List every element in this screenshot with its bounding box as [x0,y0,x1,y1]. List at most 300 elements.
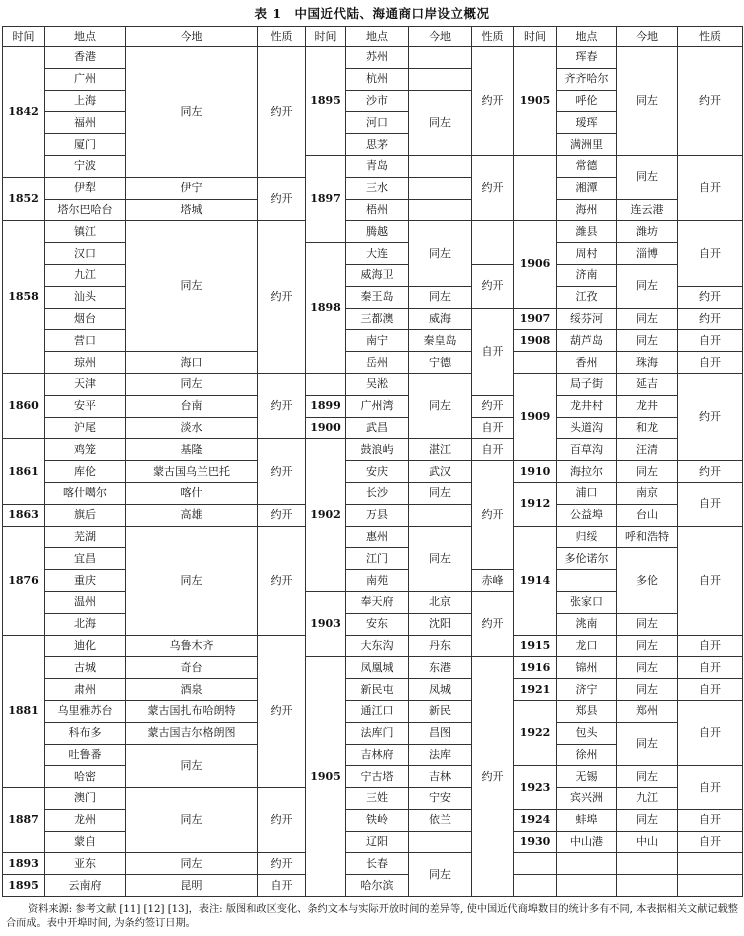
table-cell: 蒙自 [45,831,126,853]
table-cell: 江门 [346,548,409,570]
table-cell: 法库门 [346,722,409,744]
header-cell: 时间 [306,27,346,47]
table-cell: 同左 [617,308,678,330]
table-cell [306,373,346,395]
year-cell: 1899 [306,395,346,417]
table-cell: 三姓 [346,788,409,810]
table-cell: 沪尾 [45,417,126,439]
table-cell: 郑县 [557,700,617,722]
table-cell: 同左 [617,47,678,156]
table-cell: 珠海 [617,352,678,374]
year-cell: 1895 [306,47,346,156]
year-cell: 1909 [514,373,557,460]
table-cell: 南宁 [346,330,409,352]
table-cell: 库伦 [45,461,126,483]
table-cell: 约开 [258,504,306,526]
table-row [3,352,743,374]
table-cell: 武汉 [409,461,472,483]
table-cell: 同左 [617,264,678,308]
table-cell: 丹东 [409,635,472,657]
table-cell: 自开 [678,352,743,374]
table-cell [472,221,514,265]
table-cell: 铁岭 [346,809,409,831]
table-cell [409,155,472,177]
table-cell: 九江 [617,788,678,810]
table-cell: 奇台 [126,657,258,679]
table-cell: 宁波 [45,155,126,177]
year-cell: 1914 [514,526,557,635]
year-cell: 1881 [3,635,45,788]
table-cell: 约开 [258,788,306,853]
table-cell: 哈密 [45,766,126,788]
table-cell: 同左 [617,722,678,766]
table-cell: 潍坊 [617,221,678,243]
table-cell: 伊宁 [126,177,258,199]
table-cell: 包头 [557,722,617,744]
table-cell: 宜昌 [45,548,126,570]
table-cell: 古城 [45,657,126,679]
table-cell: 同左 [409,90,472,155]
table-cell: 上海 [45,90,126,112]
table-cell: 科布多 [45,722,126,744]
table-cell: 同左 [409,286,472,308]
table-cell: 苏州 [346,47,409,69]
table-cell: 万县 [346,504,409,526]
table-footnote: 资料来源: 参考文献 [11] [12] [13]，表注: 版图和政区变化、条约文本与实际开放时间的差异等, 使中国近代商埠数目的统计多有不同, 本表据相关文献记载整合而成。表中开埠时间, 为条约签订日期。 [6,904,738,929]
table-cell: 自开 [678,330,743,352]
table-cell: 龙井村 [557,395,617,417]
table-cell [409,504,472,526]
table-cell: 珲春 [557,47,617,69]
table-row [3,831,743,853]
header-cell: 地点 [557,27,617,47]
table-cell: 汉口 [45,243,126,265]
table-cell: 自开 [678,482,743,526]
table-cell: 徐州 [557,744,617,766]
treaty-ports-table [2,26,743,897]
table-cell [409,177,472,199]
table-cell: 同左 [617,809,678,831]
table-cell: 安庆 [346,461,409,483]
table-cell [409,199,472,221]
table-cell: 沙市 [346,90,409,112]
year-cell: 1842 [3,47,45,178]
table-row [3,243,743,265]
table-cell: 吉林 [409,766,472,788]
table-cell: 依兰 [409,809,472,831]
table-cell: 奉天府 [346,591,409,613]
table-cell: 广州 [45,68,126,90]
year-cell: 1860 [3,373,45,438]
table-cell: 法库 [409,744,472,766]
table-cell: 亚东 [45,853,126,875]
table-cell: 多伦诺尔 [557,548,617,570]
table-cell: 无锡 [557,766,617,788]
table-row [3,679,743,701]
year-cell: 1876 [3,526,45,635]
table-cell: 通江口 [346,700,409,722]
table-row [3,504,743,526]
table-row [3,875,743,897]
table-row [3,657,743,679]
table-cell: 约开 [678,286,743,308]
table-row [3,635,743,657]
table-cell: 济宁 [557,679,617,701]
year-cell: 1898 [306,243,346,374]
table-title: 表 1 中国近代陆、海通商口岸设立概况 [254,6,490,21]
table-cell: 自开 [472,417,514,439]
table-cell: 齐齐哈尔 [557,68,617,90]
table-body [3,47,743,897]
table-cell: 吉林府 [346,744,409,766]
table-cell: 约开 [472,657,514,897]
table-cell: 同左 [617,155,678,199]
table-cell: 秦王岛 [346,286,409,308]
table-cell: 约开 [258,853,306,875]
table-cell: 长春 [346,853,409,875]
table-cell [409,68,472,90]
table-cell: 三都澳 [346,308,409,330]
table-cell: 约开 [472,395,514,417]
table-cell: 约开 [678,373,743,460]
table-cell: 九江 [45,264,126,286]
table-cell: 同左 [409,526,472,591]
table-cell: 鸡笼 [45,439,126,461]
table-cell: 迪化 [45,635,126,657]
table-cell [514,875,557,897]
table-cell: 南京 [617,482,678,504]
table-row [3,809,743,831]
table-cell: 头道沟 [557,417,617,439]
table-cell: 自开 [678,657,743,679]
table-row [3,330,743,352]
table-cell: 蒙古国吉尔格朗图 [126,722,258,744]
table-cell: 龙口 [557,635,617,657]
year-cell: 1910 [514,461,557,483]
table-cell: 吐鲁番 [45,744,126,766]
table-cell: 汪清 [617,439,678,461]
table-cell: 多伦 [617,548,678,613]
table-cell: 福州 [45,112,126,134]
table-cell: 锦州 [557,657,617,679]
table-cell: 岳州 [346,352,409,374]
table-cell: 龙州 [45,809,126,831]
table-cell: 淄博 [617,243,678,265]
table-cell: 同左 [617,766,678,788]
table-cell: 中山港 [557,831,617,853]
table-cell: 杭州 [346,68,409,90]
table-cell [557,875,617,897]
table-cell: 长沙 [346,482,409,504]
table-cell [617,875,678,897]
table-cell: 营口 [45,330,126,352]
table-cell: 自开 [678,155,743,220]
table-cell: 同左 [126,221,258,352]
table-cell: 约开 [258,177,306,221]
table-row [3,482,743,504]
table-cell: 同左 [409,221,472,286]
table-row [3,264,743,286]
table-cell: 梧州 [346,199,409,221]
table-cell: 青岛 [346,155,409,177]
table-cell: 温州 [45,591,126,613]
table-cell: 吴淞 [346,373,409,395]
table-cell: 河口 [346,112,409,134]
year-cell: 1915 [514,635,557,657]
table-cell: 葫芦岛 [557,330,617,352]
table-cell: 公益埠 [557,504,617,526]
table-cell: 自开 [678,679,743,701]
table-cell: 酒泉 [126,679,258,701]
header-cell: 性质 [258,27,306,47]
header-cell: 时间 [3,27,45,47]
table-cell: 沈阳 [409,613,472,635]
table-cell: 旗后 [45,504,126,526]
table-row [3,199,743,221]
table-cell: 宾兴洲 [557,788,617,810]
table-cell: 延吉 [617,373,678,395]
table-cell: 张家口 [557,591,617,613]
table-cell: 同左 [409,853,472,897]
table-cell: 辽阳 [346,831,409,853]
table-cell: 约开 [472,461,514,570]
table-row [3,461,743,483]
table-cell: 昆明 [126,875,258,897]
table-cell: 湘潭 [557,177,617,199]
table-cell: 汕头 [45,286,126,308]
year-cell: 1900 [306,417,346,439]
table-cell: 同左 [617,330,678,352]
table-cell: 同左 [126,744,258,788]
table-cell: 自开 [678,809,743,831]
table-cell: 新民屯 [346,679,409,701]
table-cell: 局子街 [557,373,617,395]
table-row [3,722,743,744]
year-cell: 1893 [3,853,45,875]
table-cell: 台南 [126,395,258,417]
table-cell: 广州湾 [346,395,409,417]
table-row [3,373,743,395]
table-cell: 北海 [45,613,126,635]
table-cell: 厦门 [45,134,126,156]
table-cell: 芜湖 [45,526,126,548]
table-row [3,613,743,635]
table-row [3,548,743,570]
table-cell: 蒙古国乌兰巴托 [126,461,258,483]
table-cell: 同左 [409,373,472,438]
table-cell: 宁安 [409,788,472,810]
table-row [3,526,743,548]
table-cell: 武昌 [346,417,409,439]
year-cell: 1863 [3,504,45,526]
table-cell: 塔尔巴哈台 [45,199,126,221]
table-cell: 烟台 [45,308,126,330]
table-row [3,439,743,461]
table-cell: 海拉尔 [557,461,617,483]
table-cell: 约开 [258,47,306,178]
table-cell: 哈尔滨 [346,875,409,897]
table-cell: 同左 [126,47,258,178]
table-cell: 赤峰 [472,570,514,592]
table-cell: 北京 [409,591,472,613]
year-cell: 1887 [3,788,45,853]
header-cell: 今地 [409,27,472,47]
table-cell: 东港 [409,657,472,679]
table-cell: 喀什 [126,482,258,504]
table-cell: 同左 [126,853,258,875]
table-cell: 南苑 [346,570,409,592]
table-cell: 大连 [346,243,409,265]
table-cell: 伊犁 [45,177,126,199]
header-cell: 今地 [126,27,258,47]
table-cell: 昌图 [409,722,472,744]
table-cell: 连云港 [617,199,678,221]
table-cell: 归绥 [557,526,617,548]
year-cell: 1907 [514,308,557,330]
table-cell: 安东 [346,613,409,635]
table-cell: 约开 [258,526,306,635]
table-cell: 郑州 [617,700,678,722]
table-cell: 同左 [617,461,678,483]
table-cell: 蒙古国扎布哈朗特 [126,700,258,722]
year-cell: 1895 [3,875,45,897]
table-row [3,766,743,788]
year-cell: 1912 [514,482,557,526]
table-cell: 自开 [678,700,743,765]
table-cell [409,47,472,69]
table-row [3,155,743,177]
table-cell: 重庆 [45,570,126,592]
table-cell [678,875,743,897]
table-cell: 中山 [617,831,678,853]
table-cell: 威海卫 [346,264,409,286]
header-cell: 今地 [617,27,678,47]
table-cell: 约开 [678,308,743,330]
table-cell: 香港 [45,47,126,69]
year-cell: 1906 [514,221,557,308]
table-cell: 济南 [557,264,617,286]
table-cell: 呼和浩特 [617,526,678,548]
table-cell: 高雄 [126,504,258,526]
table-cell: 同左 [617,613,678,635]
table-cell: 自开 [678,766,743,810]
table-cell: 香州 [557,352,617,374]
year-cell: 1922 [514,700,557,765]
table-cell: 云南府 [45,875,126,897]
table-cell: 自开 [678,635,743,657]
table-cell: 潍县 [557,221,617,243]
table-cell: 喀什噶尔 [45,482,126,504]
table-cell: 同左 [126,373,258,395]
table-cell: 宁古塔 [346,766,409,788]
table-cell: 瑷珲 [557,112,617,134]
year-cell: 1861 [3,439,45,504]
year-cell: 1923 [514,766,557,810]
year-cell: 1916 [514,657,557,679]
table-cell: 龙井 [617,395,678,417]
table-cell: 约开 [678,461,743,483]
table-cell: 和龙 [617,417,678,439]
table-cell: 呼伦 [557,90,617,112]
table-cell [617,853,678,875]
table-cell: 常德 [557,155,617,177]
table-cell: 三水 [346,177,409,199]
header-row [3,27,743,47]
table-cell: 肃州 [45,679,126,701]
table-cell [678,853,743,875]
table-cell: 百草沟 [557,439,617,461]
table-cell: 凤城 [409,679,472,701]
table-cell: 同左 [126,526,258,635]
table-cell: 自开 [678,526,743,635]
table-cell: 自开 [678,221,743,286]
table-cell: 新民 [409,700,472,722]
table-cell: 秦皇岛 [409,330,472,352]
table-cell: 威海 [409,308,472,330]
header-cell: 性质 [472,27,514,47]
year-cell: 1905 [306,657,346,897]
table-cell: 约开 [472,155,514,220]
table-cell: 海口 [126,352,258,374]
table-cell: 镇江 [45,221,126,243]
table-cell: 鼓浪屿 [346,439,409,461]
table-cell: 自开 [472,308,514,395]
header-cell: 地点 [346,27,409,47]
table-row [3,221,743,243]
table-cell: 腾越 [346,221,409,243]
table-cell: 浦口 [557,482,617,504]
year-cell: 1924 [514,809,557,831]
table-cell [557,853,617,875]
table-cell: 约开 [258,373,306,438]
table-cell: 自开 [472,439,514,461]
table-cell: 湛江 [409,439,472,461]
table-cell: 乌鲁木齐 [126,635,258,657]
table-cell: 约开 [258,635,306,788]
year-cell: 1858 [3,221,45,374]
table-cell: 满洲里 [557,134,617,156]
table-cell: 琼州 [45,352,126,374]
table-cell [514,155,557,220]
table-cell: 惠州 [346,526,409,548]
table-cell: 约开 [472,591,514,656]
year-cell: 1852 [3,177,45,221]
year-cell: 1930 [514,831,557,853]
table-row [3,47,743,69]
table-cell: 同左 [617,679,678,701]
table-row [3,853,743,875]
table-cell: 台山 [617,504,678,526]
header-cell: 性质 [678,27,743,47]
table-cell: 绥芬河 [557,308,617,330]
year-cell: 1908 [514,330,557,352]
table-cell: 自开 [678,831,743,853]
table-cell: 澳门 [45,788,126,810]
table-cell: 淡水 [126,417,258,439]
table-cell: 乌里雅苏台 [45,700,126,722]
table-row [3,788,743,810]
table-cell: 同左 [409,482,472,504]
table-cell: 安平 [45,395,126,417]
table-cell: 天津 [45,373,126,395]
year-cell: 1921 [514,679,557,701]
table-cell: 大东沟 [346,635,409,657]
year-cell: 1905 [514,47,557,156]
table-cell: 基隆 [126,439,258,461]
table-cell: 约开 [472,47,514,156]
table-cell [514,853,557,875]
table-cell: 江孜 [557,286,617,308]
